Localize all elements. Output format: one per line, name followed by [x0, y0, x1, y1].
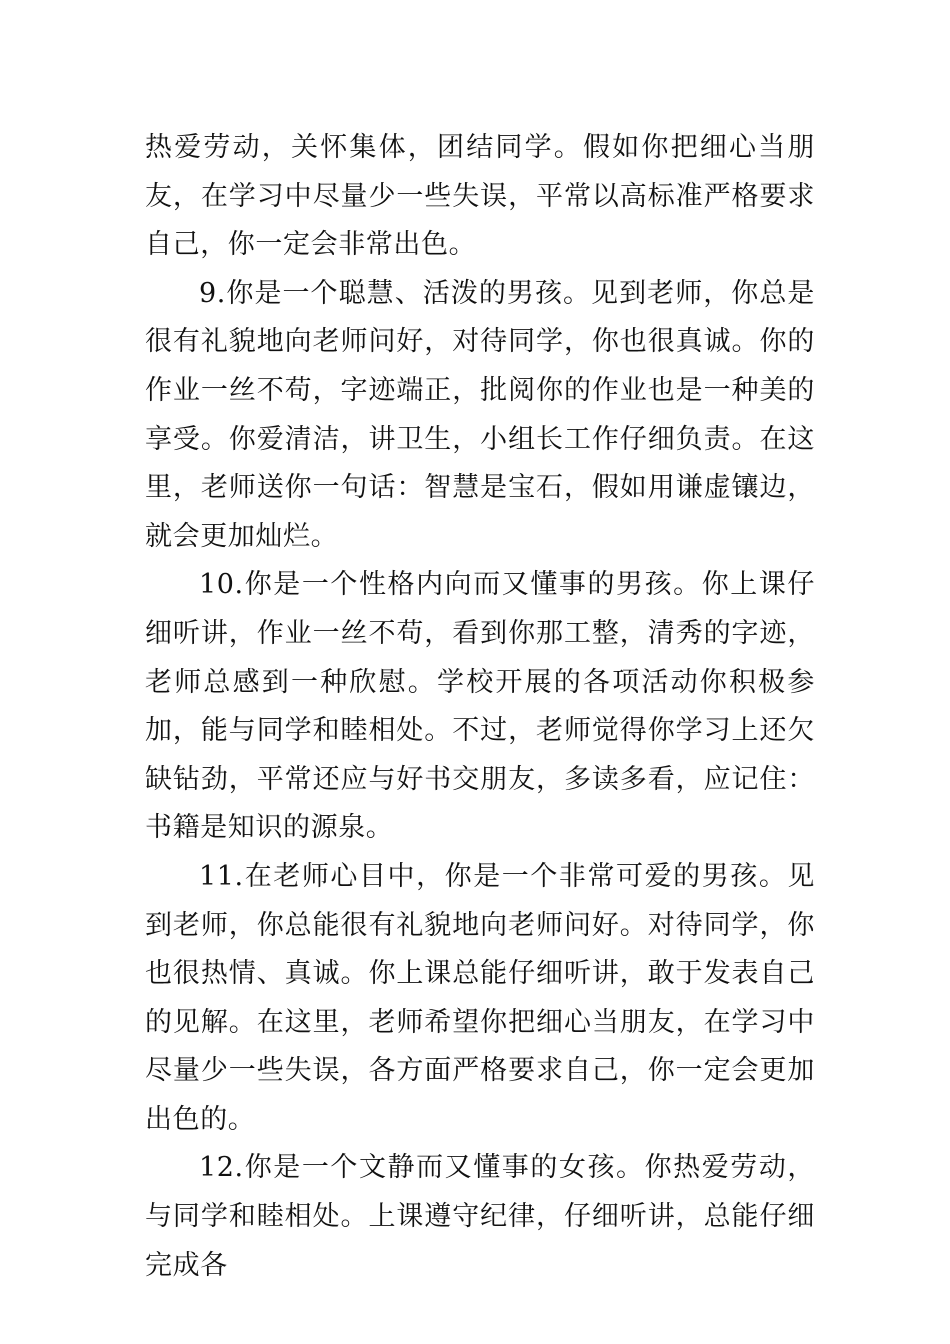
paragraph-continuation: 热爱劳动，关怀集体，团结同学。假如你把细心当朋友，在学习中尽量少一些失误，平常以高标准严格要求自己，你一定会非常出色。 — [145, 132, 815, 261]
paragraph-comment-11: 11.在老师心目中，你是一个非常可爱的男孩。见到老师，你总能很有礼貌地向老师问好。对待同学，你也很热情、真诚。你上课总能仔细听讲，敢于发表自己的见解。在这里，老师希望你把细心当朋友，在学习中尽量少一些失误，各方面严格要求自己，你一定会更加出色的。 — [145, 860, 815, 1135]
paragraph-comment-9: 9.你是一个聪慧、活泼的男孩。见到老师，你总是很有礼貌地向老师问好，对待同学，你也很真诚。你的作业一丝不苟，字迹端正，批阅你的作业也是一种美的享受。你爱清洁，讲卫生，小组长工作仔细负责。在这里，老师送你一句话：智慧是宝石，假如用谦虚镶边，就会更加灿烂。 — [145, 277, 815, 552]
paragraph-comment-10: 10.你是一个性格内向而又懂事的男孩。你上课仔细听讲，作业一丝不苟，看到你那工整，清秀的字迹，老师总感到一种欣慰。学校开展的各项活动你积极参加，能与同学和睦相处。不过，老师觉得你学习上还欠缺钻劲，平常还应与好书交朋友，多读多看，应记住：书籍是知识的源泉。 — [145, 569, 815, 844]
paragraph-comment-12: 12.你是一个文静而又懂事的女孩。你热爱劳动，与同学和睦相处。上课遵守纪律，仔细听讲，总能仔细完成各 — [145, 1152, 815, 1281]
document-body — [145, 124, 815, 1290]
